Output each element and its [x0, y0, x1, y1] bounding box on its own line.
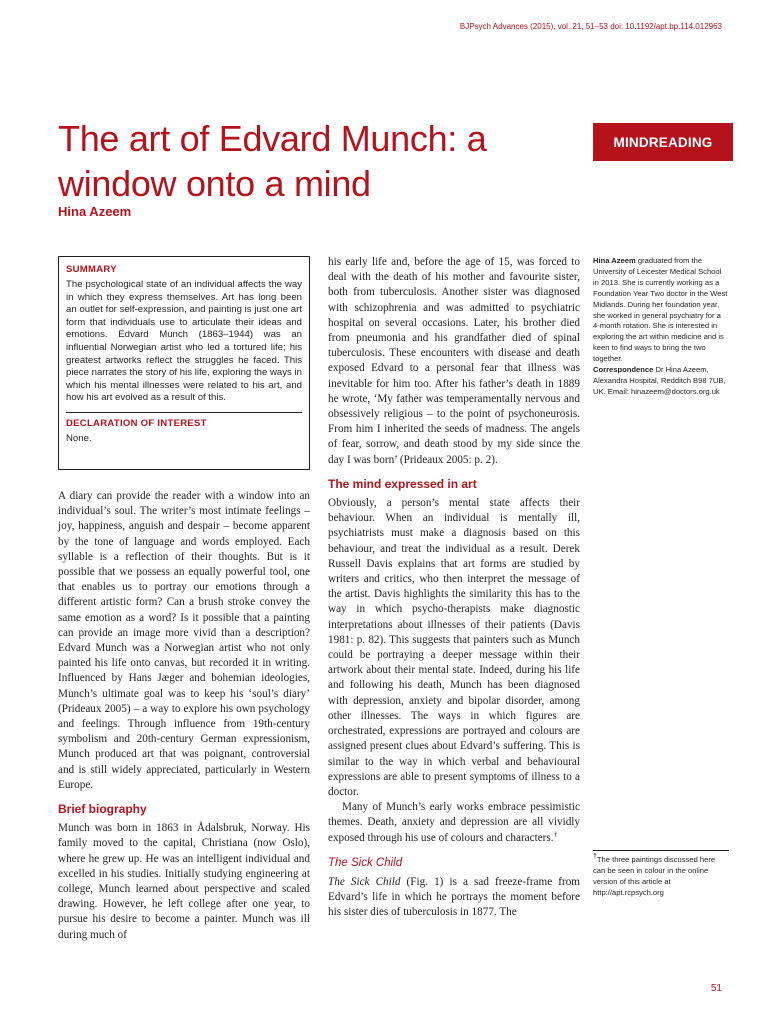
summary-box: [58, 256, 310, 470]
intro-paragraph: A diary can provide the reader with a window into an individual’s soul. The writer’s most intimate feelings – joy, happiness, anguish and despair – become apparent by the tone of language and words employed. Each syllable is a reflection of their thoughts. But is it possible that we possess an equally powerful tool, one that enables us to portray our emotions through a different artistic form? Can a brush stroke convey the same emotion as a word? Is it possible that a painting can provide an image more vivid than a description? Edvard Munch was a Norwegian artist who not only painted his life onto canvas, but recorded it in writing. Influenced by Hans Jæger and bohemian ideologies, Munch’s ultimate goal was to keep his ‘soul’s diary’ (Prideaux 2005) – a way to explore his own psychology and feelings. Through influence from 19th-century symbolism and 20th-century German expressionism, Munch produced art that was poignant, controversial and is still widely appreciated, particularly in Western Europe.: [58, 490, 310, 791]
correspondence: [593, 365, 729, 398]
page-number: 51: [710, 983, 722, 994]
declaration-text: None.: [66, 432, 92, 444]
mind-expressed-heading: The mind expressed in art: [328, 476, 477, 491]
body-column-middle: [328, 255, 580, 921]
footnote-marker: †: [553, 829, 558, 838]
declaration-heading: DECLARATION OF INTEREST: [66, 417, 207, 429]
author-bio-name: Hina Azeem: [593, 256, 636, 265]
footnote-mark: †: [593, 853, 597, 861]
mind-paragraph-2-text: Many of Munch’s early works embrace pessimistic themes. Death, anxiety and depression are all vividly exposed through his use of colours and characters.: [328, 801, 580, 844]
brief-biography-heading: Brief biography: [58, 802, 147, 817]
journal-citation: BJPsych Advances (2015), vol. 21, 51–53 doi: 10.1192/apt.bp.114.012963: [459, 22, 722, 31]
summary-heading: SUMMARY: [66, 264, 117, 275]
sick-child-text: (Fig. 1) is a sad freeze-frame from Edvard’s life in which he portrays the moment before his sister dies of tuberculosis in 1877. The: [328, 875, 581, 919]
sick-child-heading: The Sick Child: [328, 856, 403, 869]
footnote-rule: [593, 850, 729, 851]
biography-paragraph-2: his early life and, before the age of 15, was forced to deal with the death of his mother and favourite sister, both from tuberculosis. Another sister was diagnosed with schizophrenia and was admitted to psychiatric hospital on several occasions. Later, his brother died from pneumonia and his grandfather died of spinal tuberculosis. These encounters with disease and death exposed Edvard to a personal fear that illness was inevitable for him too. After his father’s death in 1889 he wrote, ‘My father was temperamentally nervous and obsessively religious – to the point of psychoneurosis. From him I inherited the seeds of madness. The angels of fear, sorrow, and death stood by my side since the day I was born’ (Prideaux 2005: p. 2).: [328, 256, 580, 466]
footnote: [593, 855, 729, 899]
sick-child-paragraph: [328, 875, 580, 921]
biography-paragraph-1: Munch was born in 1863 in Ådalsbruk, Norway. His family moved to the capital, Christiana (now Oslo), where he grew up. He was an intelligent individual and excelled in his studies. Initially studying engineering at college, Munch learned about perspective and scaled drawing. However, he left college after one year, to pursue his desire to become a painter. Munch was ill during much of: [58, 822, 310, 941]
author-bio-text: graduated from the University of Leicester Medical School in 2013. She is currently working as a Foundation Year Two doctor in the West Midlands. During her foundation year, she worked in general psychiatry for a 4-month rotation. She is interested in exploring the art within medicine and is keen to find ways to bring the two together.: [593, 256, 728, 364]
section-badge: MINDREADING: [593, 123, 733, 161]
summary-divider: [66, 412, 302, 413]
correspondence-text: Dr Hina Azeem, Alexandra Hospital, Redditch B98 7UB, UK. Email: hinazeem@doctors.org.uk: [593, 365, 726, 396]
body-column-left: [58, 489, 310, 943]
sick-child-title: The Sick Child: [328, 875, 401, 888]
footnote-text: The three paintings discussed here can be seen in colour in the online version of this article at http://apt.rcpsych.org: [593, 855, 716, 897]
correspondence-label: Correspondence: [593, 365, 654, 375]
mind-paragraph-2: [328, 800, 580, 846]
article-title: The art of Edvard Munch: a window onto a mind: [58, 118, 487, 204]
author-bio-note: [593, 256, 729, 398]
summary-text: The psychological state of an individual affects the way in which they express themselves. Art has long been an outlet for self-expression, and painting is just one art form that individuals use to articulate their ideas and emotions. Edvard Munch (1863–1944) was an influential Norwegian artist who led a tortured life; his greatest artworks reflect the struggles he faced. This piece narrates the story of his life, exploring the ways in which his mental illnesses were related to his art, and how his art evolved as a result of this.: [66, 279, 302, 404]
author-name: Hina Azeem: [58, 204, 132, 219]
author-bio: [593, 256, 729, 365]
mind-paragraph-1: Obviously, a person’s mental state affects their behaviour. When an individual is mentally ill, psychiatrists must make a diagnosis based on this behaviour, and treat the individual as a result. Derek Russell Davis explains that art forms are studied by writers and critics, who then interpret the message of the artist. Davis highlights the similarity this has to the way in which psycho-therapists make diagnostic interpretations about illnesses of their patients (Davis 1981: p. 82). This suggests that painters such as Munch could be portraying a deeper message within their artwork about their mental state. Indeed, during his life and following his death, Munch has been diagnosed with depression, anxiety and bipolar disorder, among other illnesses. The ways in which figures are orchestrated, expressions are portrayed and colours are assigned present clues about Edvard’s suffering. This is similar to the way in which verbal and behavioural expressions are able to present symptoms of illness to a doctor.: [328, 497, 580, 798]
